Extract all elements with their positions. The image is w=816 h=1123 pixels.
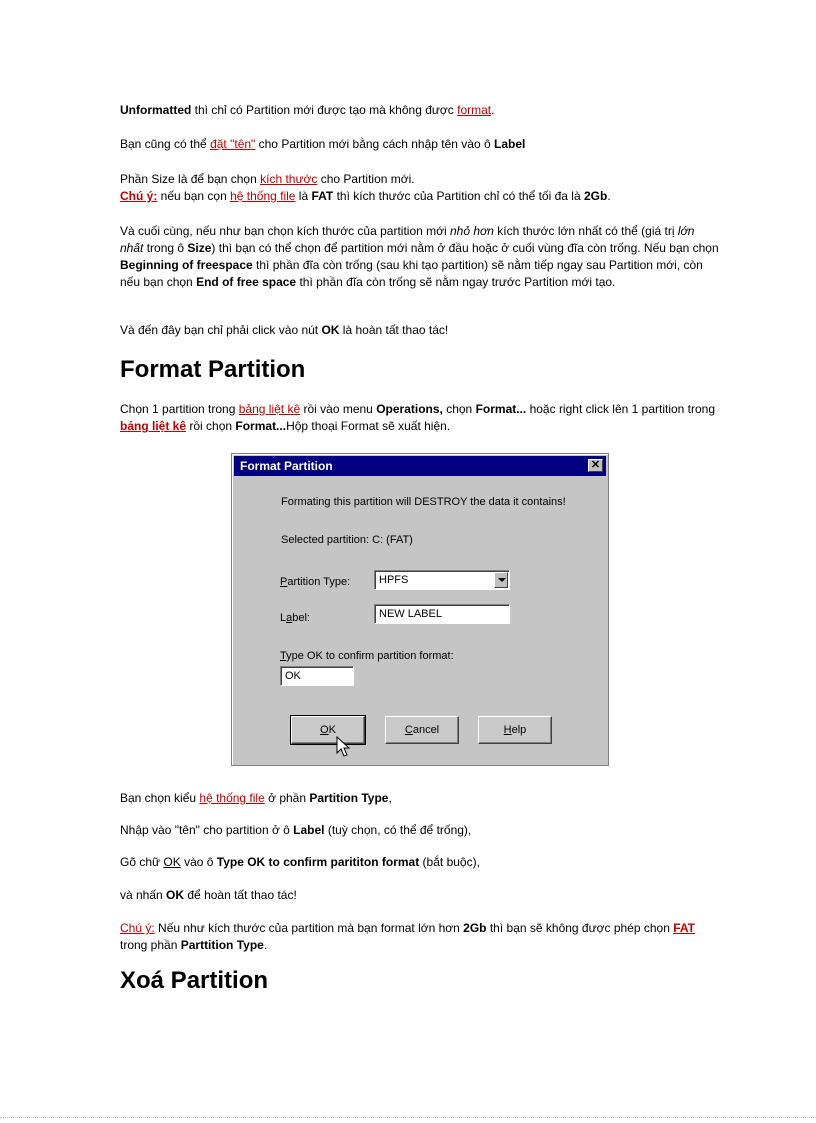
label-text: bel: [292,612,310,624]
mnemonic: C [404,724,413,736]
text: và nhấn [120,888,167,902]
italic-text: lớn nhất [120,224,695,255]
partition-type-value: HPFS [379,574,409,586]
text: (bắt buộc), [419,855,480,869]
text: nếu bạn cọn [157,189,231,203]
text: trong phần [120,938,181,952]
button-label: ancel [412,724,440,736]
bold-text: Type OK to confirm parititon format [216,855,420,869]
text: trong ô [143,241,188,255]
text: . [607,189,611,203]
para-label-field [120,822,720,839]
bold-text: Partition Type [309,791,389,805]
text: Chọn 1 partition trong [120,402,239,416]
text: Gõ chữ [120,855,164,869]
bold-text: Beginning of freespace [120,258,253,272]
para-finish [120,322,720,339]
dialog-titlebar [234,456,606,476]
bold-text: Size [187,241,212,255]
bold-text: 2Gb [583,189,608,203]
link-dat-ten[interactable]: đặt "tên" [210,137,256,151]
bold-text: Format... [475,402,527,416]
text: chọn [442,402,476,416]
button-label: K [328,724,336,736]
partition-type-select[interactable] [374,570,510,590]
text: ) thì bạn có thể chọn để partition mới nằm ở đầu hoặc ở cuối vùng đĩa còn trống. Nếu bạn chọn [211,241,719,255]
text: Và đến đây bạn chỉ phải click vào nút [120,323,322,337]
dropdown-button[interactable] [494,572,508,588]
text: cho Partition mới bằng cách nhập tên vào ô [255,137,494,151]
ok-button[interactable] [291,716,365,744]
text: . [491,103,495,117]
bold-text: Format... [235,419,287,433]
link-he-thong-file[interactable]: hệ thống file [230,189,296,203]
mnemonic: T [280,650,287,662]
text: vào ô [180,855,217,869]
mnemonic: H [503,724,512,736]
bold-text: OK [166,888,185,902]
text: Nhập vào "tên" cho partition ở ô [120,823,294,837]
chevron-down-icon [498,578,506,582]
mnemonic: O [320,724,329,736]
label-text: L [280,612,287,624]
text: , [388,791,392,805]
bold-text: Label [293,823,325,837]
label-value: NEW LABEL [379,608,442,620]
link-bang-liet-ke-2[interactable]: bảng liệt kê [120,419,187,433]
link-fat[interactable]: FAT [673,921,695,935]
text: rồi vào menu [300,402,377,416]
text: rồi chọn [186,419,236,433]
para-format-intro [120,401,720,435]
italic-text: nhỏ hơn [450,224,494,238]
heading-format-partition: Format Partition [120,356,306,383]
warning-text: Formating this partition will DESTROY the data it contains! [281,496,566,508]
text: ở phần [264,791,310,805]
bold-text: Label [493,137,526,151]
bold-text: Parttition Type [180,938,264,952]
text: thì phần đĩa còn trống (sau khi tạo partition) sẽ nằm tiếp ngay sau Partition mới, còn nếu bạn chọn [120,258,703,289]
text: để hoàn tất thao tác! [184,888,297,902]
label-text: artition Type: [287,576,351,588]
text: hoặc right click lên 1 partition trong [526,402,716,416]
label-text: ype OK to confirm partition format: [286,650,454,662]
help-button[interactable] [478,716,552,744]
note-label-2[interactable]: Chú ý: [120,921,155,935]
text: (tuỳ chọn, có thể để trống), [324,823,472,837]
confirm-input[interactable] [280,666,354,686]
underlined-text: OK [163,855,181,869]
mnemonic: P [280,576,288,588]
partition-type-label [280,576,350,589]
text: Hộp thoại Format sẽ xuất hiện. [286,419,451,433]
bold-text: OK [321,323,340,337]
link-bang-liet-ke[interactable]: bảng liệt kê [238,402,301,416]
dialog-title: Format Partition [240,459,333,473]
cancel-button[interactable] [385,716,459,744]
text: . [263,938,268,952]
text: Phần Size là để bạn chọn [120,172,261,186]
bold-text: End of free space [196,275,297,289]
text: Và cuối cùng, nếu như bạn chọn kích thước của partition mới [120,224,450,238]
text: Bạn chọn kiểu [120,791,200,805]
page-bottom-divider [0,1117,816,1118]
link-kich-thuoc[interactable]: kích thước [260,172,318,186]
link-format[interactable]: format [457,103,492,117]
para-label [120,136,720,153]
button-label: elp [511,724,527,736]
confirm-label [280,650,454,663]
mouse-pointer-icon [336,736,350,758]
bold-text: Unformatted [120,103,192,117]
link-he-thong-file-2[interactable]: hệ thống file [199,791,265,805]
mnemonic: a [286,612,293,624]
text: thì kích thước của Partition chỉ có thể tối đa là [333,189,584,203]
text: cho Partition mới. [317,172,415,186]
bold-text: 2Gb [463,921,487,935]
close-icon[interactable]: ✕ [588,459,603,472]
para-partition-type [120,790,720,807]
confirm-value: OK [285,670,301,682]
format-partition-dialog [231,453,609,766]
label-field-label [280,612,310,625]
heading-xoa-partition: Xoá Partition [120,967,269,994]
text: Bạn cũng có thể [120,137,211,151]
text: thì bạn sẽ không được phép chọn [486,921,674,935]
text: là hoàn tất thao tác! [339,323,449,337]
para-free-space [120,223,720,291]
note-label[interactable]: Chú ý: [120,189,158,203]
para-unformatted [120,102,720,119]
text: Nếu như kích thước của partition mà bạn format lớn hơn [154,921,464,935]
label-input[interactable] [374,604,510,624]
text: thì chỉ có Partition mới được tạo mà không được [191,103,458,117]
para-size [120,171,720,205]
para-type-ok [120,854,720,871]
text: kích thước lớn nhất có thể (giá trị [493,224,678,238]
selected-partition-text: Selected partition: C: (FAT) [281,534,413,546]
text: là [295,189,312,203]
text: thì phần đĩa còn trống sẽ nằm ngay trước Partition mới tạo. [296,275,616,289]
bold-text: Operations, [376,402,443,416]
para-press-ok [120,887,720,904]
para-note-fat [120,920,710,954]
bold-text: FAT [311,189,334,203]
